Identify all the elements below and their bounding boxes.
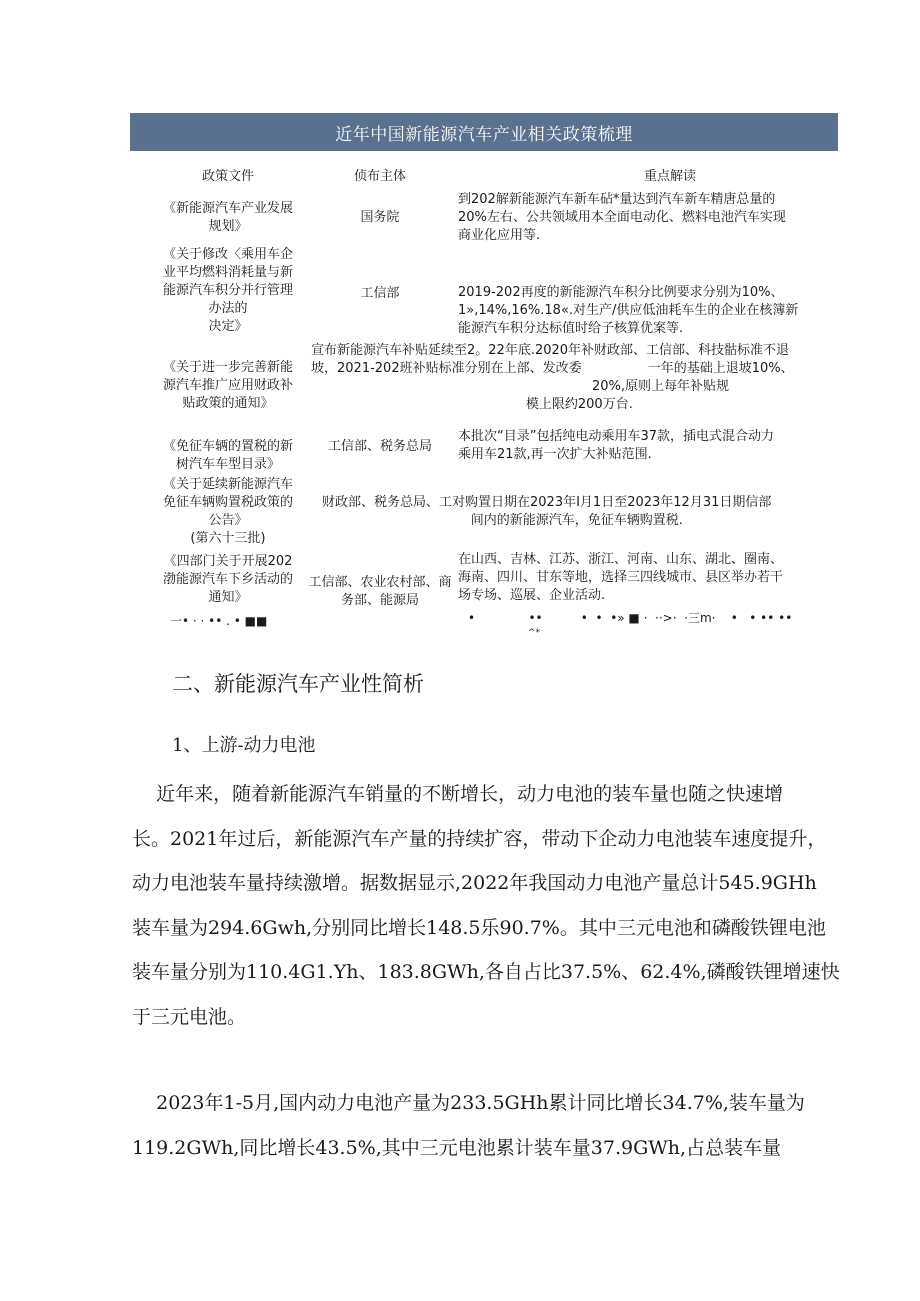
row4-detail: 本批次“目录”包括纯电动乘用车37款，插电式混合动力 乘用车21款,再一次扩大补贴范围. [458, 429, 775, 462]
row6-issuer: 工信部、农业农村部、商 务部、能源局 [308, 575, 452, 608]
table-title: 近年中国新能源汽车产业相关政策梳理 [130, 113, 838, 151]
paragraph-1: 近年来，随着新能源汽车销量的不断增长，动力电池的装车量也随之快速增 长。2021年过后，新能源汽车产量的持续扩容，带动下企动力电池装车速度提升， 动力电池装车量持续激增。据数据显示,2022年我国动力电池产量总计545.9GHh 装车量为294.6Gwh,分别同比增长148.5乐90.7%。其中三元电池和磷酸铁锂电池 装车量分别为110.4G1.Yh、183.8GWh,各自占比37.5%、62.4%,磷酸铁锂增速快 于三元电池。 [132, 783, 840, 1028]
row5-issuer-detail: 财政部、税务总局、工对购置日期在2023年I月1日至2023年12月31日期信部 间内的新能源汽车，免征车辆购置税. [322, 495, 772, 528]
row1-doc: 《新能源汽车产业发展 规划》 [162, 201, 293, 234]
row6-detail: 在山西、吉林、江苏、浙江、河南、山东、湖北、圈南、 海南、四川、甘东等地，选择三四线城市、县区举办若干 场专场、巡展、企业活动. [458, 552, 784, 603]
row1-issuer: 国务院 [360, 210, 400, 225]
row5-doc: 《关于延续新能源汽车 免征车辆购置税政策的 公告》 (第六十三批) [162, 477, 293, 546]
sub-heading: 1、上游-动力电池 [172, 735, 316, 756]
row2-doc: 《关于修改〈乘用车企 业平均燃料消耗量与新 能源汽车积分并行管理 办法的 决定》 [162, 247, 293, 334]
header-doc: 政策文件 [201, 169, 254, 184]
row6-doc: 《四部门关于开展202 渤能源汽车下乡活动的 通知》 [162, 554, 293, 605]
table-footer-right-2: ^* [528, 628, 541, 638]
row2-issuer: 工信部 [360, 286, 400, 301]
row3-doc: 《关于进一步完善新能 源汽车推广应用财政补 贴政策的通知》 [162, 360, 293, 411]
header-issuer: 侦布主体 [353, 169, 406, 184]
table-footer-right: • •• • • •» ■ · ··>· ·三m· • • •• •• [468, 611, 793, 625]
paragraph-2: 2023年1-5月,国内动力电池产量为233.5GHh累计同比增长34.7%,装车量为 119.2GWh,同比增长43.5%,其中三元电池累计装车量37.9GWh,占总装车量 [132, 1092, 805, 1159]
row3-issuer-detail: 宣布新能源汽车补贴延续至2。22年底.2020年补财政部、工信部、科技骷标准不退 坡，2021-202班补贴标准分别在上部、发改委 一年的基础上退坡10%、 20%,原则上每年补贴规 模上限约200万台. [311, 343, 794, 412]
row4-issuer: 工信部、税务总局 [327, 439, 432, 454]
table-footer-left: 一• · · •• . • ■■ [170, 614, 268, 628]
row4-doc: 《免征车辆的置税的新 树汽车车型目录》 [162, 439, 293, 472]
row1-detail: 到202解新能源汽车新车砧*量达到汽车新车精唐总量的 20%左右、公共领域用本全面电动化、燃料电池汽车实现 商业化应用等. [458, 192, 786, 243]
section-heading: 二、新能源汽车产业性简析 [172, 672, 424, 696]
header-detail: 重点解读 [643, 169, 696, 184]
row2-detail: 2019-202再度的新能源汽车积分比例要求分别为10%、 1»,14%,16%.18«.对生产/供应低油耗车生的企业在核簿新 能源汽车积分达标值时给子核算优案等. [458, 285, 799, 336]
